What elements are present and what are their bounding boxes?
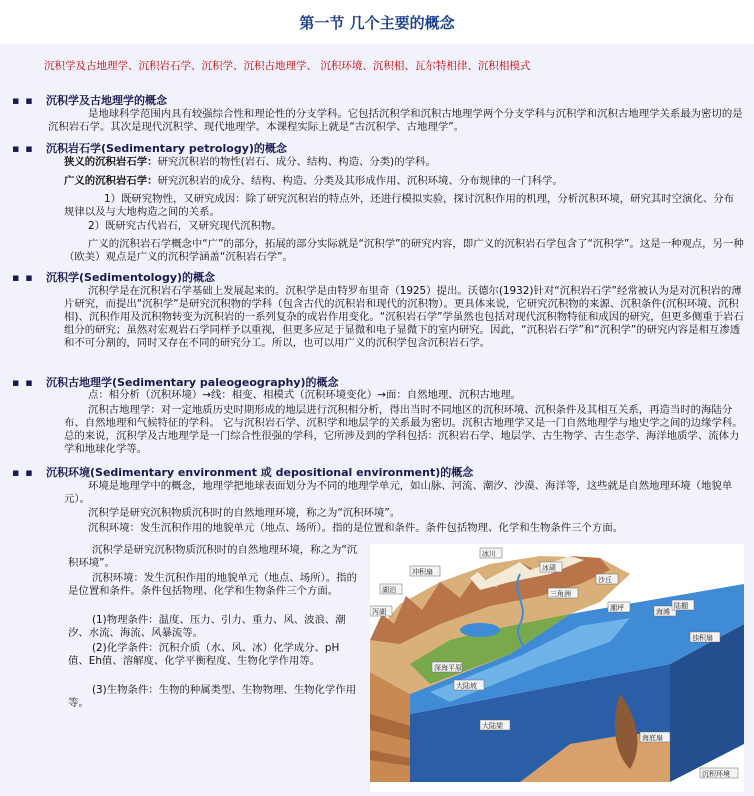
label-turbidite-fan: 浊积扇 xyxy=(692,634,713,642)
bullet-icon: ▪ ▪ xyxy=(12,142,34,155)
section-heading-1 xyxy=(12,92,742,108)
left-column-3: (1)物理条件：温度、压力、引力、重力、风、波浪、潮汐、水流、海流、风暴流等。 xyxy=(68,614,346,640)
left-column-5: (3)生物条件：生物的种属类型、生物物理、生物化学作用等。 xyxy=(68,684,357,710)
label-abyssal-plain: 深海平原 xyxy=(434,664,462,672)
narrow-text: 研究沉积岩的物性(岩石、成分、结构、构造、分类)的学科。 xyxy=(157,156,436,168)
section-title-4: 沉积古地理学(Sedimentary paleogeography)的概念 xyxy=(46,376,339,389)
bullet-icon: ▪ ▪ xyxy=(12,94,34,107)
label-delta: 三角洲 xyxy=(550,590,571,598)
label-alluvial-fan: 冲积扇 xyxy=(412,568,433,576)
section-1-paragraph: 是地球科学范围内具有较强综合性和理论性的分支学科。它包括沉积学和沉积古地理学两个分支学科与沉积学和沉积古地理学关系最为密切的是沉积岩石学。其次是现代沉积学、现代地理学。本课程实际上就是“古沉积学、古地理学”。 xyxy=(48,108,743,133)
petrology-item-2: 2）既研究古代岩石，又研究现代沉积物。 xyxy=(88,220,282,232)
bullet-icon: ▪ ▪ xyxy=(12,376,34,389)
content-area xyxy=(0,44,754,796)
label-moraine: 冰碛 xyxy=(542,564,556,572)
section-heading-5 xyxy=(12,464,742,480)
label-beach: 海滩 xyxy=(656,608,670,616)
section-title-2: 沉积岩石学(Sedimentary petrology)的概念 xyxy=(46,142,287,155)
page-title: 第一节 几个主要的概念 xyxy=(299,13,455,32)
section-5-paragraph-2: 沉积学是研究沉积物质沉积时的自然地理环境，称之为“沉积环境”。 xyxy=(88,507,401,519)
title-bar xyxy=(0,0,754,44)
lake xyxy=(460,623,500,637)
broad-label: 广义的沉积岩石学： xyxy=(64,175,158,187)
label-depositional-environment: 沉积环境 xyxy=(702,770,730,778)
left-column-1: 沉积学是研究沉积物质沉积时的自然地理环境，称之为“沉积环境”。 xyxy=(68,544,358,570)
label-lagoon: 泻湖 xyxy=(372,608,386,616)
narrow-label: 狭义的沉积岩石学： xyxy=(64,156,158,168)
section-title-1: 沉积学及古地理学的概念 xyxy=(46,94,167,107)
label-glacier: 冰川 xyxy=(482,550,496,558)
section-heading-3 xyxy=(12,269,742,285)
bullet-icon: ▪ ▪ xyxy=(12,271,34,284)
broad-definition xyxy=(64,175,744,188)
keyword-list: 沉积学及古地理学、沉积岩石学、沉积学、沉积古地理学、 沉积环境、沉积相、瓦尔特相律、沉积相模式 xyxy=(44,60,531,72)
label-shelf: 陆棚 xyxy=(674,602,688,610)
broad-text: 研究沉积岩的成分、结构、构造、分类及其形成作用、沉积环境、分布规律的一门科学。 xyxy=(157,175,563,187)
label-lake: 湖泊 xyxy=(382,586,396,594)
label-dune: 沙丘 xyxy=(598,576,612,584)
section-5-paragraph-3: 沉积环境：发生沉积作用的地貌单元（地点、场所）。指的是位置和条件。条件包括物理、化学和生物条件三个方面。 xyxy=(88,522,624,534)
left-column-4: (2)化学条件：沉积介质（水、风、冰）化学成分、pH值、Eh值、溶解度、化学平衡程度、生物化学作用等。 xyxy=(68,642,340,668)
label-continental-shelf: 大陆架 xyxy=(482,722,503,730)
petrology-paragraph-last: 广义的沉积岩石学概念中“广”的部分，拓展的部分实际就是“沉积学”的研究内容，即广义的沉积岩石学包含了“沉积学”。这是一种观点，另一种（欧美）观点是广义的沉积学涵盖“沉积岩石学”。 xyxy=(64,238,744,263)
depositional-environment-diagram xyxy=(370,544,744,792)
section-heading-2 xyxy=(12,140,742,156)
narrow-definition xyxy=(64,156,744,169)
section-3-paragraph: 沉积学是在沉积岩石学基础上发展起来的。沉积学是由特罗布里奇（1925）提出。沃德尔(1932)针对“沉积岩石学”经常被认为是对沉积岩的薄片研究，而提出“沉积学”是研究沉积物的学科（包含古代的沉积岩和现代的沉积物）。更具体来说，它研究沉积物的来源、沉积条件(沉积环境、沉积相)、沉积作用及沉积物转变为沉积岩的一系列复杂的成岩作用变化。“沉积岩石学”学虽然也包括对现代沉积物特征和成因的研究，但更多侧重于岩石组分的研究；虽然对宏观岩石学同样予以重视，但更多应足于显微和电子显微下的室内研究。因此，“沉积岩石学”和“沉积学”的研究内容是相互渗透和不可分割的，同时又存在不同的研究分工。所以，也可以用广义的沉积学包含沉积岩石学。 xyxy=(64,285,744,349)
diagram-svg xyxy=(370,544,744,792)
section-4-chain: 点：相分析（沉积环境）→线：相变、相模式（沉积环境变化）→面：自然地理、沉积古地理。 xyxy=(88,389,522,401)
section-5-paragraph-1: 环境是地理学中的概念，地理学把地球表面划分为不同的地理学单元，如山脉、河流、潮汐、沙漠、海洋等，这些就是自然地理环境（地貌单元）。 xyxy=(64,480,733,505)
left-column-2: 沉积环境：发生沉积作用的地貌单元（地点、场所）。指的是位置和条件。条件包括物理、化学和生物条件三个方面。 xyxy=(68,572,357,598)
label-submarine-fan: 海底扇 xyxy=(642,734,663,742)
section-heading-4 xyxy=(12,374,742,390)
label-tidal-flat: 潮坪 xyxy=(610,604,624,612)
section-title-5: 沉积环境(Sedimentary environment 或 depositional environment)的概念 xyxy=(46,466,474,479)
section-title-3: 沉积学(Sedimentology)的概念 xyxy=(46,271,216,284)
section-4-paragraph: 沉积古地理学：对一定地质历史时期形成的地层进行沉积相分析，得出当时不同地区的沉积环境、沉积条件及其相互关系，再造当时的海陆分布、自然地理和气候特征的学科。 它与沉积岩石学、沉积学和地层学的关系最为密切。沉积古地理学又是一门自然地理学与地史学之间的边缘学科。 总的来说，沉积学及古地理学是一门综合性很强的学科，它所涉及到的学科包括：沉积岩石学、地层学、古生物学、古生态学、海洋地质学、流体力学和地球化学等。 xyxy=(64,404,743,455)
label-continental-slope: 大陆坡 xyxy=(456,682,477,690)
bullet-icon: ▪ ▪ xyxy=(12,466,34,479)
petrology-item-1: 1）既研究物性，又研究成因：除了研究沉积岩的特点外，还进行模拟实验，探讨沉积作用的机理，分析沉积环境，研究其时空演化、分布规律以及与大地构造之间的关系。 xyxy=(64,193,735,218)
